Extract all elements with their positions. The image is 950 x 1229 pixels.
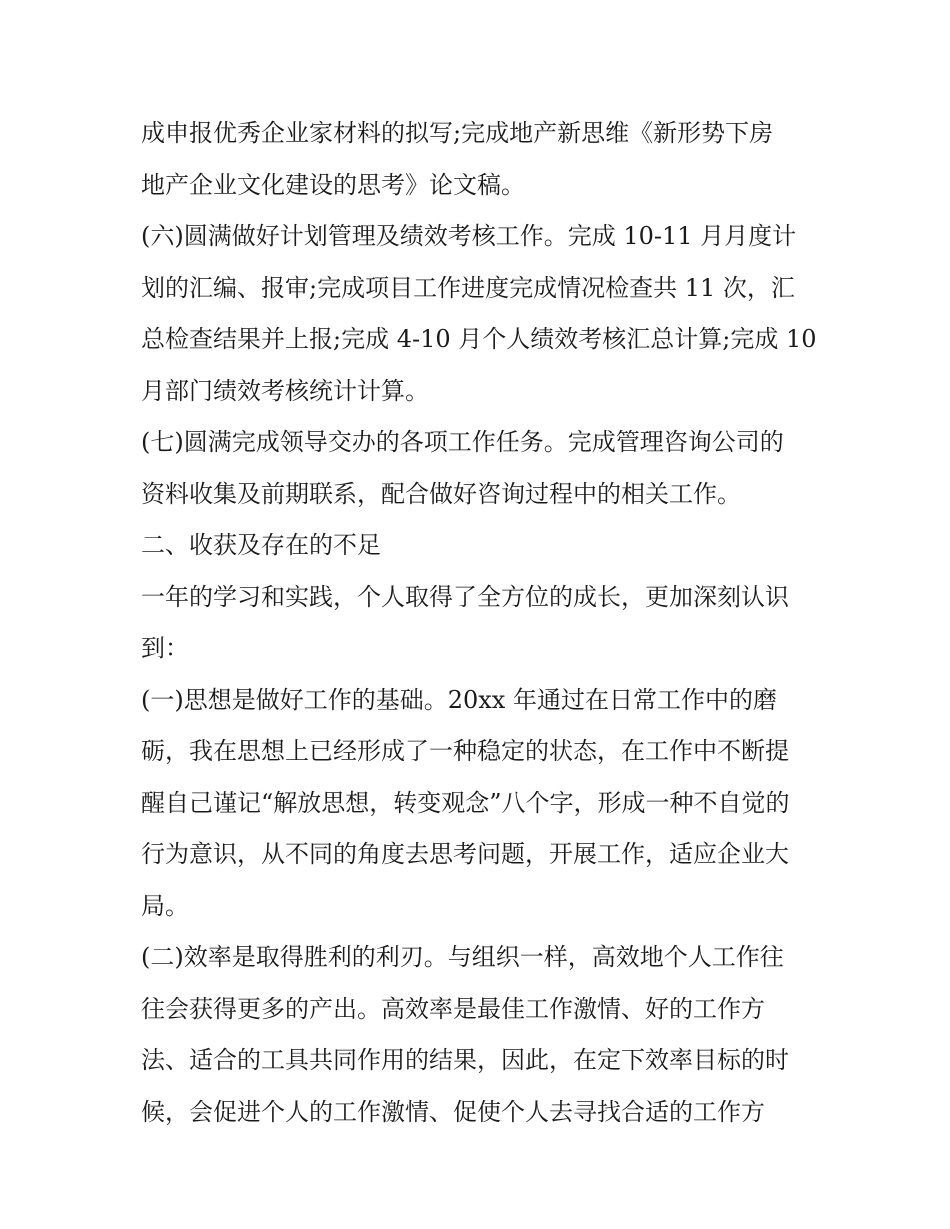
text-line: (一)思想是做好工作的基础。20xx 年通过在日常工作中的磨 <box>141 685 777 714</box>
text-line: (二)效率是取得胜利的利刃。与组织一样，高效地个人工作往 <box>141 943 784 971</box>
text-line: 砺，我在思想上已经形成了一种稳定的状态，在工作中不断提 <box>141 737 789 765</box>
document-body <box>141 108 817 1138</box>
text-line: 行为意识，从不同的角度去思考问题，开展工作，适应企业大 <box>141 840 789 868</box>
text-line: (六)圆满做好计划管理及绩效考核工作。完成 10-11 月月度计 <box>141 222 797 250</box>
text-line: (七)圆满完成领导交办的各项工作任务。完成管理咨询公司的 <box>141 428 784 456</box>
text-line: 资料收集及前期联系，配合做好咨询过程中的相关工作。 <box>141 479 741 508</box>
text-line: 候，会促进个人的工作激情、促使个人去寻找合适的工作方 <box>141 1097 765 1126</box>
text-line: 到： <box>141 634 189 662</box>
text-line: 往会获得更多的产出。高效率是最佳工作激情、好的工作方 <box>141 994 765 1023</box>
text-line: 局。 <box>141 891 189 920</box>
text-line: 月部门绩效考核统计计算。 <box>141 376 429 405</box>
section-heading: 二、收获及存在的不足 <box>141 531 381 559</box>
text-line: 醒自己谨记“解放思想，转变观念”八个字，形成一种不自觉的 <box>141 788 790 817</box>
text-line: 成申报优秀企业家材料的拟写;完成地产新思维《新形势下房 <box>141 119 774 147</box>
text-line: 一年的学习和实践，个人取得了全方位的成长，更加深刻认识 <box>141 582 789 611</box>
text-line: 总检查结果并上报;完成 4-10 月个人绩效考核汇总计算;完成 10 <box>141 325 817 353</box>
text-line: 地产企业文化建设的思考》论文稿。 <box>141 170 525 199</box>
text-line: 划的汇编、报审;完成项目工作进度完成情况检查共 11 次，汇 <box>141 273 795 302</box>
text-line: 法、适合的工具共同作用的结果，因此，在定下效率目标的时 <box>141 1046 789 1074</box>
